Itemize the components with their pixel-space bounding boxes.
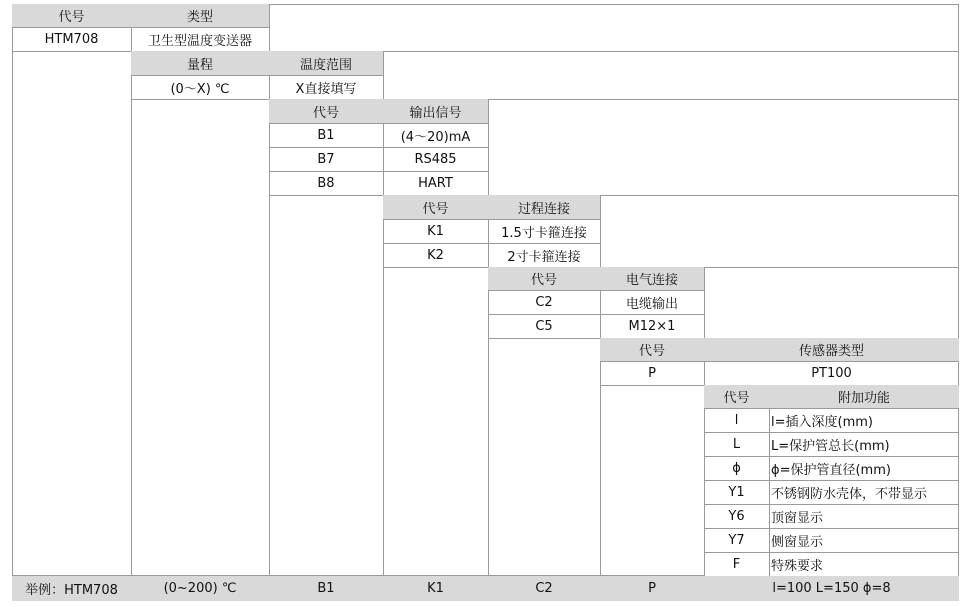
process-label-k2: 2寸卡箍连接 xyxy=(488,243,601,268)
additional-code-header: 代号 xyxy=(704,385,770,409)
range-value: (0～X) ℃ xyxy=(131,75,270,100)
example-process: K1 xyxy=(383,576,489,601)
output-label-b7: RS485 xyxy=(383,147,489,172)
range-header: 量程 xyxy=(131,51,270,76)
empty-area-range xyxy=(383,51,959,100)
sensor-code-p: P xyxy=(600,361,705,386)
output-code-b8: B8 xyxy=(269,171,384,196)
additional-label-y6: 顶窗显示 xyxy=(769,504,959,529)
electrical-header: 电气连接 xyxy=(600,267,705,291)
model-code: HTM708 xyxy=(12,27,132,52)
additional-code-y7: Y7 xyxy=(704,528,770,553)
temp-range-header: 温度范围 xyxy=(269,51,384,76)
col3-blank xyxy=(269,195,384,576)
sensor-header: 传感器类型 xyxy=(704,338,959,362)
empty-area-top xyxy=(269,4,959,52)
example-label: 举例：HTM708 xyxy=(12,576,132,601)
example-additional: l=100 L=150 ϕ=8 xyxy=(704,576,959,601)
model-code-header: 代号 xyxy=(12,4,132,28)
additional-label-phi: ϕ=保护管直径(mm) xyxy=(769,456,959,481)
example-electrical: C2 xyxy=(488,576,601,601)
additional-code-y6: Y6 xyxy=(704,504,770,529)
process-code-k1: K1 xyxy=(383,219,489,244)
col2-blank xyxy=(131,99,270,576)
sensor-label-pt100: PT100 xyxy=(704,361,959,386)
process-header: 过程连接 xyxy=(488,195,601,220)
electrical-code-c2: C2 xyxy=(488,290,601,315)
electrical-label-c5: M12×1 xyxy=(600,314,705,339)
additional-code-y1: Y1 xyxy=(704,480,770,505)
process-code-k2: K2 xyxy=(383,243,489,268)
empty-area-process xyxy=(600,195,959,268)
output-label-b1: (4～20)mA xyxy=(383,123,489,148)
additional-code-phi: ϕ xyxy=(704,456,770,481)
additional-label-f: 特殊要求 xyxy=(769,552,959,577)
output-code-b7: B7 xyxy=(269,147,384,172)
electrical-label-c2: 电缆输出 xyxy=(600,290,705,315)
electrical-code-c5: C5 xyxy=(488,314,601,339)
output-code-header: 代号 xyxy=(269,99,384,124)
col4-blank xyxy=(383,267,489,576)
model-type-header: 类型 xyxy=(131,4,270,28)
col5-blank xyxy=(488,338,601,576)
empty-area-output xyxy=(488,99,959,196)
additional-label-l: l=插入深度(mm) xyxy=(769,408,959,433)
additional-label-y7: 侧窗显示 xyxy=(769,528,959,553)
process-code-header: 代号 xyxy=(383,195,489,220)
temp-range-value: X直接填写 xyxy=(269,75,384,100)
additional-code-L: L xyxy=(704,432,770,457)
output-code-b1: B1 xyxy=(269,123,384,148)
additional-label-y1: 不锈钢防水壳体，不带显示 xyxy=(769,480,959,505)
example-output: B1 xyxy=(269,576,384,601)
additional-header: 附加功能 xyxy=(769,385,959,409)
col1-blank xyxy=(12,51,132,576)
additional-code-f: F xyxy=(704,552,770,577)
electrical-code-header: 代号 xyxy=(488,267,601,291)
additional-code-l: l xyxy=(704,408,770,433)
model-type: 卫生型温度变送器 xyxy=(131,27,270,52)
output-header: 输出信号 xyxy=(383,99,489,124)
additional-label-L: L=保护管总长(mm) xyxy=(769,432,959,457)
sensor-code-header: 代号 xyxy=(600,338,705,362)
process-label-k1: 1.5寸卡箍连接 xyxy=(488,219,601,244)
output-label-b8: HART xyxy=(383,171,489,196)
example-sensor: P xyxy=(600,576,705,601)
empty-area-electrical xyxy=(704,267,959,339)
example-range: (0~200) ℃ xyxy=(131,576,270,601)
col6-blank xyxy=(600,385,705,576)
